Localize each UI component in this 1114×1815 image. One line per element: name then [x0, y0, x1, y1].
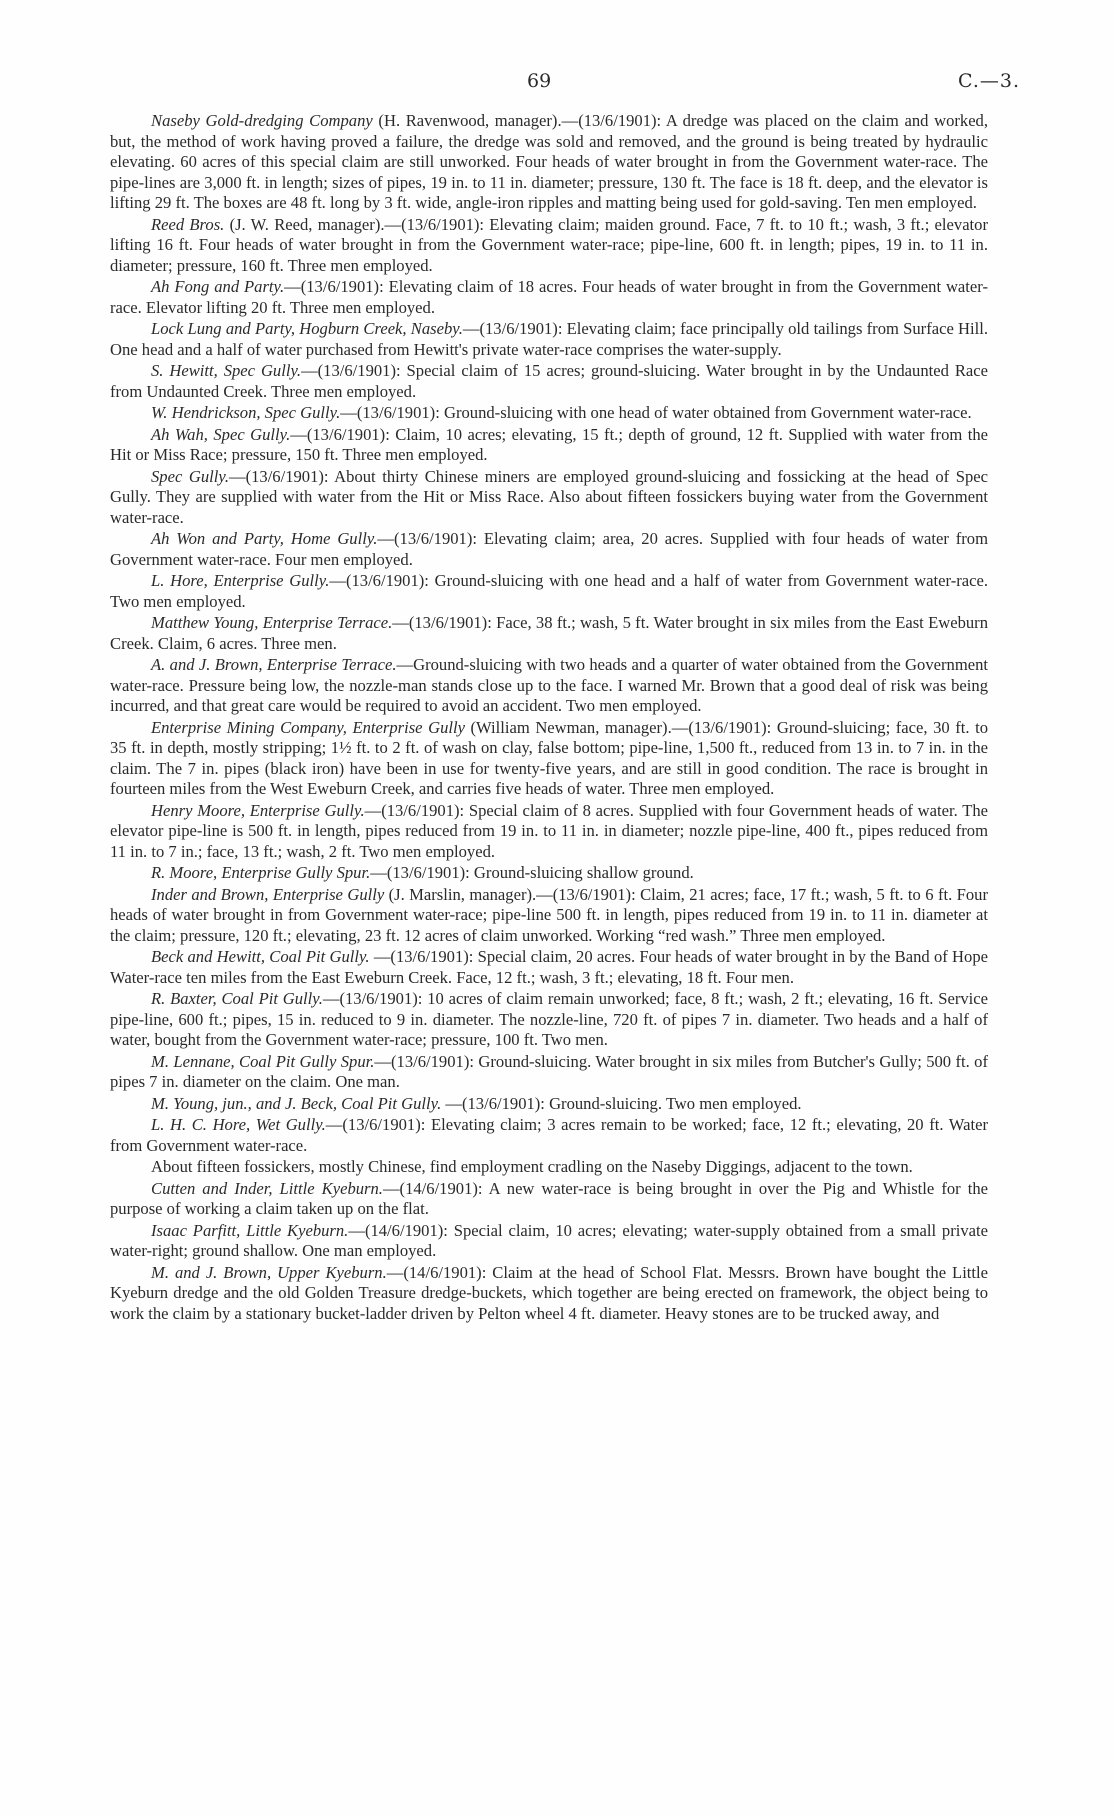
entry-paragraph	[110, 1052, 988, 1093]
entry-claim-name: M. and J. Brown, Upper Kyeburn.	[151, 1262, 387, 1282]
entry-claim-name: R. Baxter, Coal Pit Gully.	[151, 989, 323, 1008]
entry-paragraph	[110, 989, 988, 1051]
report-body	[110, 111, 988, 1325]
entry-claim-name: Beck and Hewitt, Coal Pit Gully.	[151, 947, 370, 966]
entry-paragraph	[110, 215, 988, 277]
entry-paragraph	[110, 403, 988, 424]
entry-claim-name: A. and J. Brown, Enterprise Terrace.	[151, 655, 397, 674]
entry-text: —(13/6/1901): Ground-sluicing shallow ground.	[370, 863, 694, 882]
entry-claim-name: L. Hore, Enterprise Gully.	[151, 571, 330, 590]
entry-text: (William Newman, manager).—(13/6/1901): Ground-sluicing; face, 30 ft. to 35 ft. in depth, mostly stripping; 1½ ft. to 2 ft. of wash on clay, false bottom; pipe-line, 1,500 ft., reduced from 13 in. to 7 in. in the claim. The 7 in. pipes (black iron) have been in use for twenty-five years, and are still in good condition. The race is brought in fourteen miles from the West Eweburn Creek, and carries five heads of water. Three men employed.	[110, 717, 988, 798]
entry-paragraph	[110, 361, 988, 402]
entry-claim-name: Matthew Young, Enterprise Terrace.	[151, 613, 393, 632]
entry-paragraph	[110, 655, 988, 717]
entry-claim-name: Ah Wah, Spec Gully.	[151, 424, 291, 444]
entry-paragraph	[110, 947, 988, 988]
entry-text: —(13/6/1901): Face, 38 ft.; wash, 5 ft. Water brought in six miles from the East Eweburn Creek. Claim, 6 acres. Three men.	[110, 613, 988, 653]
entry-paragraph	[110, 529, 988, 570]
entry-text: (H. Ravenwood, manager).—(13/6/1901): A dredge was placed on the claim and worked, but, the method of work having proved a failure, the dredge was sold and removed, and the ground is being treated by hydraulic elevating. 60 acres of this special claim are still unworked. Four heads of water brought in from the Government water-race. The pipe-lines are 3,000 ft. in length; sizes of pipes, 19 in. to 11 in. diameter; pressure, 130 ft. The face is 18 ft. deep, and the elevator is lifting 29 ft. The boxes are 48 ft. long by 3 ft. wide, angle-iron ripples and matting being used for gold-saving. Ten men employed.	[110, 111, 988, 212]
entry-text: —(13/6/1901): Claim, 10 acres; elevating, 15 ft.; depth of ground, 12 ft. Supplied with water from the Hit or Miss Race; pressure, 150 ft. Three men employed.	[110, 424, 989, 464]
entry-claim-name: M. Lennane, Coal Pit Gully Spur.	[151, 1051, 375, 1071]
entry-paragraph	[110, 425, 988, 466]
entry-paragraph	[110, 277, 988, 318]
entry-paragraph	[110, 801, 988, 863]
entry-paragraph	[110, 1221, 988, 1262]
entry-text: —(14/6/1901): Special claim, 10 acres; elevating; water-supply obtained from a small private water-right; ground shallow. One man employed.	[110, 1220, 988, 1260]
entry-paragraph	[110, 1179, 988, 1220]
entry-claim-name: M. Young, jun., and J. Beck, Coal Pit Gully.	[151, 1093, 442, 1113]
entry-text: —(13/6/1901): Ground-sluicing with one head and a half of water from Government water-race. Two men employed.	[110, 571, 988, 611]
entry-paragraph	[110, 571, 988, 612]
entry-claim-name: Lock Lung and Party, Hogburn Creek, Naseby.	[151, 319, 463, 338]
entry-claim-name: L. H. C. Hore, Wet Gully.	[151, 1115, 326, 1134]
entry-claim-name: W. Hendrickson, Spec Gully.	[151, 403, 341, 422]
entry-claim-name: Ah Fong and Party.	[151, 277, 285, 296]
entry-text: (J. W. Reed, manager).—(13/6/1901): Elevating claim; maiden ground. Face, 7 ft. to 10 ft.; wash, 3 ft.; elevator lifting 16 ft. Four heads of water brought in from the Government water-race; pipe-line, 600 ft. in length; pipes, 19 in. to 11 in. diameter; pressure, 160 ft. Three men employed.	[110, 214, 988, 275]
entry-text: —(13/6/1901): Special claim of 8 acres. Supplied with four Government heads of water. The elevator pipe-line is 500 ft. in length, pipes reduced from 19 in. to 11 in. in diameter; nozzle pipe-line, 400 ft., pipes reduced from 11 in. to 7 in.; face, 13 ft.; wash, 2 ft. Two men employed.	[110, 800, 988, 861]
entry-paragraph	[110, 613, 988, 654]
entry-text: —(13/6/1901): Ground-sluicing with one head of water obtained from Government water-race.	[340, 403, 972, 422]
entry-claim-name: Cutten and Inder, Little Kyeburn.	[151, 1178, 383, 1198]
entry-text: —(13/6/1901): Elevating claim of 18 acres. Four heads of water brought in from the Government water-race. Elevator lifting 20 ft. Three men employed.	[110, 277, 988, 317]
entry-text: —(13/6/1901): Special claim, 20 acres. Four heads of water brought in by the Band of Hope Water-race ten miles from the East Eweburn Creek. Face, 12 ft.; wash, 3 ft.; elevating, 18 ft. Four men.	[110, 947, 988, 987]
entry-claim-name: Henry Moore, Enterprise Gully.	[151, 800, 365, 820]
entry-text: About fifteen fossickers, mostly Chinese, find employment cradling on the Naseby Diggings, adjacent to the town.	[151, 1157, 913, 1176]
entry-paragraph	[110, 1115, 988, 1156]
entry-text: —(14/6/1901): A new water-race is being brought in over the Pig and Whistle for the purpose of working a claim taken up on the flat.	[110, 1178, 989, 1218]
entry-text: —(13/6/1901): Elevating claim; face principally old tailings from Surface Hill. One head and a half of water purchased from Hewitt's private water-race comprises the water-supply.	[110, 319, 988, 359]
entry-text: —(13/6/1901): Ground-sluicing. Water brought in six miles from Butcher's Gully; 500 ft. of pipes 7 in. diameter on the claim. One man.	[110, 1051, 988, 1091]
entry-claim-name: Reed Bros.	[151, 214, 225, 234]
entry-claim-name: Enterprise Mining Company, Enterprise Gully	[151, 717, 465, 737]
entry-paragraph	[110, 885, 988, 947]
entry-paragraph	[110, 1157, 988, 1178]
document-reference: C.—3.	[958, 70, 1021, 92]
entry-paragraph	[110, 319, 988, 360]
entry-paragraph	[110, 1263, 988, 1325]
entry-paragraph	[110, 111, 988, 214]
entry-text: —Ground-sluicing with two heads and a quarter of water obtained from the Government water-race. Pressure being low, the nozzle-man stands close up to the face. I warned Mr. Brown that a good deal of risk was being incurred, and that great care would be required to avoid an accident. Two men employed.	[110, 655, 988, 715]
entry-claim-name: Isaac Parfitt, Little Kyeburn.	[151, 1220, 349, 1240]
entry-claim-name: Naseby Gold-dredging Company	[151, 111, 373, 130]
entry-text: —(13/6/1901): Ground-sluicing. Two men employed.	[441, 1093, 802, 1113]
entry-claim-name: R. Moore, Enterprise Gully Spur.	[151, 863, 371, 882]
entry-text: —(14/6/1901): Claim at the head of School Flat. Messrs. Brown have bought the Little Kyeburn dredge and the old Golden Treasure dredge-buckets, which together are being erected on framework, the object being to work the claim by a stationary bucket-ladder driven by Pelton wheel 4 ft. diameter. Heavy stones are to be trucked away, and	[110, 1262, 988, 1323]
entry-text: —(13/6/1901): About thirty Chinese miners are employed ground-sluicing and fossicking at the head of Spec Gully. They are supplied with water from the Hit or Miss Race. Also about fifteen fossickers buying water from the Government water-race.	[110, 466, 988, 527]
entry-text: —(13/6/1901): Elevating claim; area, 20 acres. Supplied with four heads of water from Government water-race. Four men employed.	[110, 529, 988, 569]
entry-text: —(13/6/1901): Elevating claim; 3 acres remain to be worked; face, 12 ft.; elevating, 20 ft. Water from Government water-race.	[110, 1115, 988, 1155]
entry-text: (J. Marslin, manager).—(13/6/1901): Claim, 21 acres; face, 17 ft.; wash, 5 ft. to 6 ft. Four heads of water brought in from Government water-race; pipe-line 500 ft. in length, pipes reduced from 19 in. to 11 in. diameter at the claim; pressure, 120 ft.; elevating, 23 ft. 12 acres of claim unworked. Working “red wash.” Three men employed.	[110, 884, 988, 945]
entry-paragraph	[110, 1094, 988, 1115]
entry-text: —(13/6/1901): 10 acres of claim remain unworked; face, 8 ft.; wash, 2 ft.; elevating, 16 ft. Service pipe-line, 600 ft.; pipes, 15 in. reduced to 9 in. diameter. The nozzle-line, 720 ft. of pipes 7 in. diameter. Two heads and a half of water, bought from the Government water-race; pressure, 100 ft. Two men.	[110, 989, 988, 1049]
entry-claim-name: Spec Gully.	[151, 466, 229, 486]
entry-claim-name: S. Hewitt, Spec Gully.	[151, 361, 302, 380]
entry-paragraph	[110, 467, 988, 529]
entry-text: —(13/6/1901): Special claim of 15 acres; ground-sluicing. Water brought in by the Undaunted Race from Undaunted Creek. Three men employed.	[110, 361, 988, 401]
page-number: 69	[527, 70, 552, 92]
entry-claim-name: Ah Won and Party, Home Gully.	[151, 529, 378, 548]
entry-paragraph	[110, 863, 988, 884]
entry-claim-name: Inder and Brown, Enterprise Gully	[151, 884, 385, 904]
entry-paragraph	[110, 718, 988, 800]
